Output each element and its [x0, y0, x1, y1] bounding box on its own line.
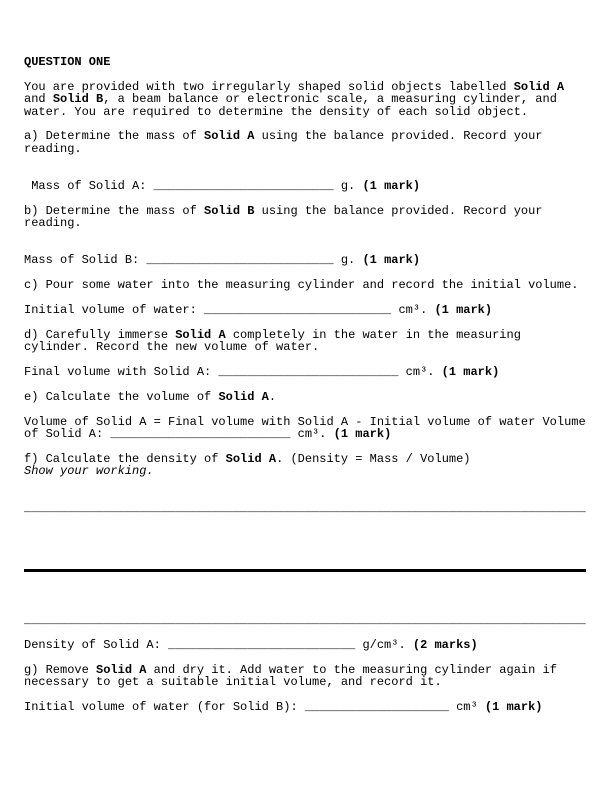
text-segment: Mass of Solid A: _________________________ g. [24, 179, 363, 193]
volume-equation-line-2 [24, 428, 588, 440]
part-a-line-1 [24, 130, 588, 142]
part-c-line-1 [24, 279, 588, 291]
text-segment: Initial volume of water: __________________________ cm³. [24, 302, 435, 317]
text-segment: using the balance provided. Record your [254, 129, 543, 144]
text-segment: QUESTION ONE [24, 55, 111, 69]
text-segment: Solid B [52, 92, 104, 107]
text-segment: g) Remove [24, 662, 97, 677]
blank-line [24, 552, 588, 564]
text-segment: c) Pour some water into the measuring cylinder and record the initial volume. [24, 278, 579, 293]
text-segment: . [268, 389, 277, 404]
text-segment: . (Density = Mass / Volume) [276, 451, 471, 466]
text-segment: ______________________________________________________________________________ [24, 612, 586, 627]
text-segment: Solid A [218, 389, 269, 404]
text-segment: a) Determine the mass of [24, 129, 205, 144]
document-body [24, 56, 588, 713]
text-segment: and [24, 92, 53, 107]
blank-line [24, 515, 588, 527]
text-segment: Volume of Solid A = Final volume with Solid A - Initial volume of water Volume [24, 414, 586, 429]
part-d-line-2 [24, 341, 588, 353]
text-segment: Solid A [204, 129, 255, 144]
text-segment: (1 mark) [362, 253, 421, 268]
text-segment: Mass of Solid B: __________________________ g. [24, 253, 363, 268]
text-segment: Solid A [513, 79, 565, 94]
working-blank-line-1 [24, 502, 588, 514]
text-segment: using the balance provided. Record your [254, 203, 543, 218]
text-segment: reading. [24, 141, 82, 156]
answer-line-mass-b [24, 254, 588, 266]
part-f-line-2 [24, 465, 588, 477]
divider-rule-bar [24, 569, 586, 572]
part-g-line-2 [24, 676, 588, 688]
text-segment: Final volume with Solid A: _________________________ cm³. [24, 364, 442, 379]
intro-line-3 [24, 106, 588, 118]
text-segment: Solid A [96, 662, 147, 677]
answer-line-initial-volume-b [24, 701, 588, 713]
text-segment: e) Calculate the volume of [24, 389, 219, 404]
text-segment: b) Determine the mass of [24, 203, 205, 218]
text-segment: ______________________________________________________________________________ [24, 501, 586, 516]
text-segment: Density of Solid A: __________________________ g/cm³. [24, 637, 413, 652]
answer-line-mass-a [24, 180, 588, 192]
blank-line [24, 478, 588, 490]
text-segment: Show your working. [24, 464, 154, 479]
blank-line [24, 155, 588, 167]
text-segment: (1 mark) [362, 179, 421, 193]
text-segment: , a beam balance or electronic scale, a measuring cylinder, and [103, 92, 557, 107]
blank-line [24, 577, 588, 589]
text-segment: (1 mark) [484, 699, 543, 714]
text-segment: necessary to get a suitable initial volume, and record it. [24, 674, 442, 689]
text-segment: Solid A [225, 451, 277, 466]
text-segment: (2 marks) [412, 637, 478, 652]
blank-line [24, 527, 588, 539]
question-heading [24, 56, 588, 68]
section-divider-rule [24, 564, 588, 576]
text-segment: (1 mark) [441, 364, 500, 379]
text-segment: and dry it. Add water to the measuring cylinder again if [146, 662, 557, 677]
part-b-line-1 [24, 205, 588, 217]
text-segment: f) Calculate the density of [24, 451, 226, 466]
text-segment: (1 mark) [333, 426, 392, 441]
blank-line [24, 230, 588, 242]
text-segment: reading. [24, 216, 82, 231]
part-b-line-2 [24, 217, 588, 229]
part-a-line-2 [24, 143, 588, 155]
text-segment: Initial volume of water (for Solid B): ____________________ cm³ [24, 699, 485, 714]
text-segment: cylinder. Record the new volume of water. [24, 340, 320, 355]
text-segment: Solid B [204, 203, 255, 218]
working-blank-line-2 [24, 614, 588, 626]
text-segment: completely in the water in the measuring [225, 327, 521, 342]
answer-line-density-a [24, 639, 588, 651]
text-segment: (1 mark) [434, 302, 493, 317]
text-segment: water. You are required to determine the density of each solid object. [24, 104, 529, 119]
answer-line-initial-volume [24, 304, 588, 316]
part-e-line-1 [24, 391, 588, 403]
text-segment: Solid A [175, 327, 226, 342]
text-segment: You are provided with two irregularly shaped solid objects labelled [24, 79, 514, 94]
blank-line [24, 540, 588, 552]
text-segment: of Solid A: _________________________ cm³. [24, 426, 334, 441]
text-segment: d) Carefully immerse [24, 327, 176, 342]
blank-line [24, 589, 588, 601]
answer-line-final-volume [24, 366, 588, 378]
